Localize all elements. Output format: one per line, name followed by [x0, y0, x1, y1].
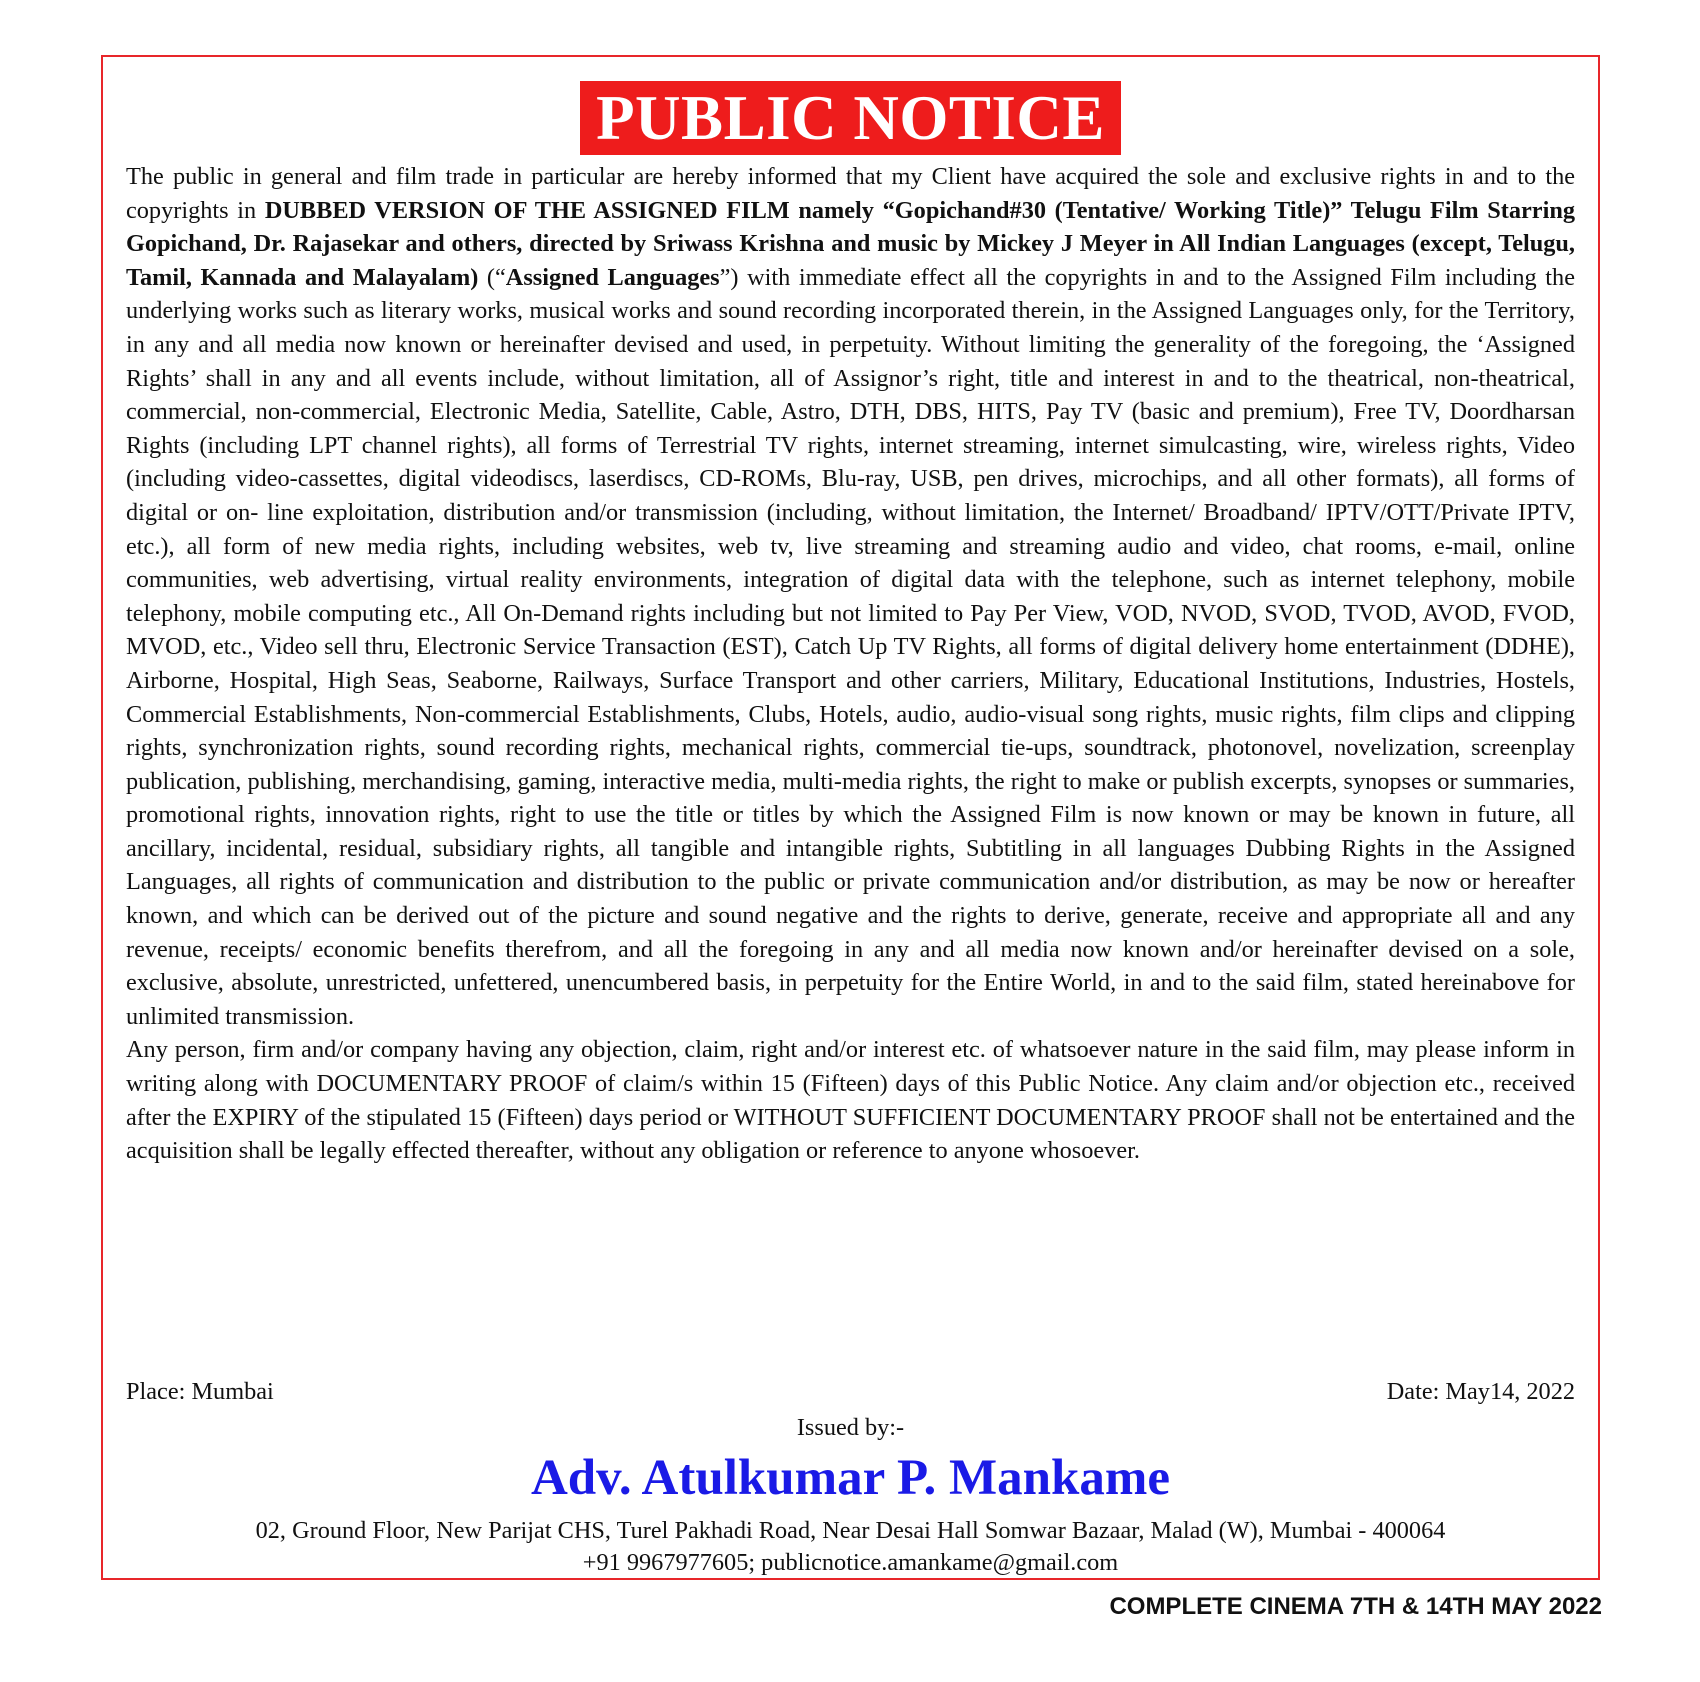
assigned-languages-term: Assigned Languages: [505, 263, 720, 291]
advocate-contact: +91 9967977605; publicnotice.amankame@gmail.com: [582, 1549, 1119, 1576]
place-label: Place: Mumbai: [126, 1378, 274, 1405]
date-label: Date: May14, 2022: [1386, 1378, 1575, 1405]
advocate-name: Adv. Atulkumar P. Mankame: [530, 1450, 1171, 1506]
issued-by-label: Issued by:-: [796, 1414, 905, 1441]
notice-paragraph-rights: [126, 160, 1575, 1033]
advocate-address: 02, Ground Floor, New Parijat CHS, Turel Pakhadi Road, Near Desai Hall Somwar Bazaar, Malad (W), Mumbai - 400064: [255, 1517, 1446, 1544]
paragraph-lead: The public in general and film trade in particular are hereby informed that my Client have acquired the sole and exclusive rights in and to the copyrights in: [126, 163, 1575, 224]
notice-frame: [101, 55, 1600, 1580]
place-date-row: [126, 1375, 1575, 1408]
publication-footer: COMPLETE CINEMA 7TH & 14TH MAY 2022: [1109, 1593, 1602, 1620]
assigned-film-description: DUBBED VERSION OF THE ASSIGNED FILM namely “Gopichand#30 (Tentative/ Working Title)” Telugu Film Starring Gopichand, Dr. Rajasekar and others, directed by Sriwass Krishna and music by Mickey J Meyer in All Indian Languages (except, Telugu, Tamil, Kannada and Malayalam): [126, 196, 1575, 291]
title-wrap: [103, 81, 1598, 155]
notice-body: [126, 160, 1575, 1168]
rights-list: ”) with immediate effect all the copyrights in and to the Assigned Film including the underlying works such as literary works, musical works and sound recording incorporated therein, in the Assigned Languages only, for the Territory, in any and all media now known or hereinafter devised and used, in perpetuity. Without limiting the generality of the foregoing, the ‘Assigned Rights’ shall in any and all events include, without limitation, all of Assignor’s right, title and interest in and to the theatrical, non-theatrical, commercial, non-commercial, Electronic Media, Satellite, Cable, Astro, DTH, DBS, HITS, Pay TV (basic and premium), Free TV, Doordharsan Rights (including LPT channel rights), all forms of Terrestrial TV rights, internet streaming, internet simulcasting, wire, wireless rights, Video (including video-cassettes, digital videodiscs, laserdiscs, CD-ROMs, Blu-ray, USB, pen drives, microchips, and all other formats), all forms of digital or on- line exploitation, distribution and/or transmission (including, without limitation, the Internet/ Broadband/ IPTV/OTT/Private IPTV, etc.), all form of new media rights, including websites, web tv, live streaming and streaming audio and video, chat rooms, e-mail, online communities, web advertising, virtual reality environments, integration of digital data with the telephone, such as internet telephony, mobile telephony, mobile computing etc., All On-Demand rights including but not limited to Pay Per View, VOD, NVOD, SVOD, TVOD, AVOD, FVOD, MVOD, etc., Video sell thru, Electronic Service Transaction (EST), Catch Up TV Rights, all forms of digital delivery home entertainment (DDHE), Airborne, Hospital, High Seas, Seaborne, Railways, Surface Transport and other carriers, Military, Educational Institutions, Industries, Hostels, Commercial Establishments, Non-commercial Establishments, Clubs, Hotels, audio, audio-visual song rights, music rights, film clips and clipping rights, synchronization rights, sound recording rights, mechanical rights, commercial tie-ups, soundtrack, photonovel, novelization, screenplay publication, publishing, merchandising, gaming, interactive media, multi-media rights, the right to make or publish excerpts, synopses or summaries, promotional rights, innovation rights, right to use the title or titles by which the Assigned Film is now known or may be known in future, all ancillary, incidental, residual, subsidiary rights, all tangible and intangible rights, Subtitling in all languages Dubbing Rights in the Assigned Languages, all rights of communication and distribution to the public or private communication and/or distribution, as may be now or hereafter known, and which can be derived out of the picture and sound negative and the rights to derive, generate, receive and appropriate all and any revenue, receipts/ economic benefits therefrom, and all the foregoing in any and all media now known and/or hereinafter devised on a sole, exclusive, absolute, unrestricted, unfettered, unencumbered basis, in perpetuity for the Entire World, in and to the said film, stated hereinabove for unlimited transmission.: [126, 263, 1575, 1030]
notice-title: PUBLIC NOTICE: [580, 81, 1121, 155]
quote-open: (“: [478, 263, 506, 291]
notice-paragraph-objection: Any person, firm and/or company having any objection, claim, right and/or interest etc. of whatsoever nature in the said film, may please inform in writing along with DOCUMENTARY PROOF of claim/s within 15 (Fifteen) days of this Public Notice. Any claim and/or objection etc., received after the EXPIRY of the stipulated 15 (Fifteen) days period or WITHOUT SUFFICIENT DOCUMENTARY PROOF shall not be entertained and the acquisition shall be legally effected thereafter, without any obligation or reference to anyone whosoever.: [126, 1036, 1575, 1165]
